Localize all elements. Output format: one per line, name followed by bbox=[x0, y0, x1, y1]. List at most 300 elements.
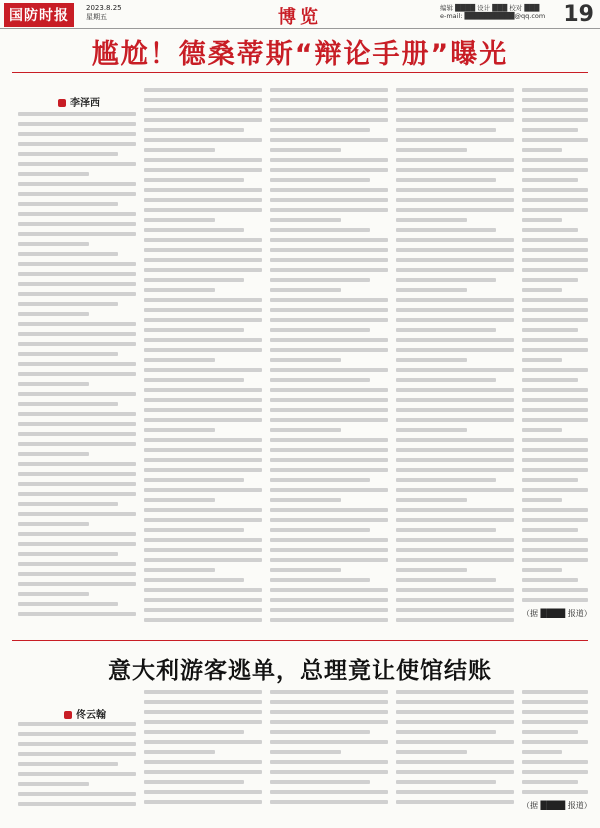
body-text-line bbox=[522, 408, 588, 412]
body-text-line bbox=[144, 558, 262, 562]
body-text-line bbox=[18, 402, 118, 406]
body-text-line bbox=[396, 690, 514, 694]
body-text-line bbox=[144, 468, 262, 472]
body-text-line bbox=[18, 722, 136, 726]
body-text-line bbox=[522, 108, 588, 112]
body-text-line bbox=[522, 720, 588, 724]
body-text-line bbox=[522, 358, 562, 362]
body-text-line bbox=[144, 98, 262, 102]
body-text-line bbox=[396, 700, 514, 704]
body-text-line bbox=[270, 288, 341, 292]
body-text-line bbox=[144, 318, 262, 322]
body-text-line bbox=[18, 292, 136, 296]
body-text-line bbox=[396, 568, 467, 572]
body-text-line bbox=[270, 468, 388, 472]
body-text-line bbox=[396, 488, 514, 492]
body-text-line bbox=[396, 298, 514, 302]
body-text-line bbox=[270, 268, 388, 272]
body-text-line bbox=[270, 518, 388, 522]
body-text-line bbox=[270, 488, 388, 492]
body-text-line bbox=[270, 398, 388, 402]
body-text-line bbox=[396, 288, 467, 292]
body-text-line bbox=[144, 328, 244, 332]
body-text-line bbox=[144, 228, 244, 232]
body-text-line bbox=[18, 232, 136, 236]
body-text-line bbox=[144, 258, 262, 262]
body-text-line bbox=[396, 398, 514, 402]
article1-headline: 尴尬！德桑蒂斯“辩论手册”曝光 bbox=[91, 39, 509, 70]
body-text-line bbox=[522, 388, 588, 392]
body-text-line bbox=[144, 148, 215, 152]
body-text-line bbox=[18, 742, 136, 746]
body-text-line bbox=[144, 358, 215, 362]
body-text-line bbox=[522, 268, 588, 272]
body-text-line bbox=[270, 438, 388, 442]
body-text-line bbox=[18, 362, 136, 366]
body-text-line bbox=[522, 298, 588, 302]
body-text-line bbox=[270, 108, 388, 112]
body-text-line bbox=[396, 158, 514, 162]
body-text-line bbox=[18, 602, 118, 606]
article1-credit: （据 ████ 报道） bbox=[522, 609, 592, 618]
body-text-line bbox=[18, 532, 136, 536]
body-text-line bbox=[522, 318, 588, 322]
article2-column-4 bbox=[396, 690, 514, 818]
body-text-line bbox=[270, 368, 388, 372]
body-text-line bbox=[144, 168, 262, 172]
body-text-line bbox=[144, 710, 262, 714]
body-text-line bbox=[144, 800, 262, 804]
body-text-line bbox=[396, 338, 514, 342]
body-text-line bbox=[522, 378, 578, 382]
body-text-line bbox=[522, 558, 588, 562]
body-text-line bbox=[270, 448, 388, 452]
body-text-line bbox=[18, 272, 136, 276]
body-text-line bbox=[522, 448, 588, 452]
body-text-line bbox=[270, 248, 388, 252]
body-text-line bbox=[18, 782, 89, 786]
body-text-line bbox=[144, 308, 262, 312]
body-text-line bbox=[270, 418, 388, 422]
issue-date-line-1: 2023.8.25 bbox=[86, 4, 122, 12]
body-text-line bbox=[18, 282, 136, 286]
body-text-line bbox=[18, 312, 89, 316]
body-text-line bbox=[396, 378, 496, 382]
body-text-line bbox=[396, 98, 514, 102]
body-text-line bbox=[270, 388, 388, 392]
body-text-line bbox=[270, 258, 388, 262]
body-text-line bbox=[144, 538, 262, 542]
body-text-line bbox=[18, 462, 136, 466]
newspaper-logo: 国防时报 bbox=[4, 3, 74, 27]
body-text-line bbox=[522, 118, 588, 122]
body-text-line bbox=[522, 508, 588, 512]
body-text-line bbox=[144, 478, 244, 482]
body-text-line bbox=[18, 762, 118, 766]
body-text-line bbox=[396, 468, 514, 472]
body-text-line bbox=[396, 588, 514, 592]
body-text-line bbox=[396, 188, 514, 192]
body-text-line bbox=[270, 358, 341, 362]
body-text-line bbox=[18, 382, 89, 386]
body-text-line bbox=[18, 802, 136, 806]
body-text-line bbox=[522, 288, 562, 292]
body-text-line bbox=[144, 248, 262, 252]
body-text-line bbox=[144, 298, 262, 302]
body-text-line bbox=[144, 338, 262, 342]
body-text-line bbox=[270, 548, 388, 552]
body-text-line bbox=[270, 98, 388, 102]
body-text-line bbox=[396, 118, 514, 122]
body-text-line bbox=[396, 618, 514, 622]
body-text-line bbox=[144, 578, 244, 582]
body-text-line bbox=[144, 238, 262, 242]
body-text-line bbox=[144, 458, 262, 462]
body-text-line bbox=[522, 528, 578, 532]
body-text-line bbox=[144, 750, 215, 754]
body-text-line bbox=[144, 348, 262, 352]
body-text-line bbox=[522, 428, 562, 432]
body-text-line bbox=[270, 780, 370, 784]
body-text-line bbox=[18, 572, 136, 576]
body-text-line bbox=[270, 740, 388, 744]
body-text-line bbox=[18, 132, 136, 136]
body-text-line bbox=[396, 238, 514, 242]
body-text-line bbox=[144, 108, 262, 112]
body-text-line bbox=[18, 352, 118, 356]
body-text-line bbox=[144, 158, 262, 162]
body-text-line bbox=[270, 588, 388, 592]
body-text-line bbox=[396, 138, 514, 142]
body-text-line bbox=[270, 618, 388, 622]
body-text-line bbox=[522, 368, 588, 372]
body-text-line bbox=[144, 690, 262, 694]
body-text-line bbox=[144, 488, 262, 492]
body-text-line bbox=[270, 158, 388, 162]
body-text-line bbox=[18, 392, 136, 396]
body-text-line bbox=[144, 178, 244, 182]
body-text-line bbox=[270, 750, 341, 754]
body-text-line bbox=[396, 608, 514, 612]
body-text-line bbox=[522, 338, 588, 342]
body-text-line bbox=[18, 202, 118, 206]
body-text-line bbox=[18, 262, 136, 266]
body-text-line bbox=[270, 700, 388, 704]
body-text-line bbox=[396, 498, 467, 502]
body-text-line bbox=[522, 248, 588, 252]
body-text-line bbox=[522, 468, 588, 472]
body-text-line bbox=[144, 528, 244, 532]
body-text-line bbox=[522, 198, 588, 202]
article2-column-3 bbox=[270, 690, 388, 818]
body-text-line bbox=[396, 740, 514, 744]
body-text-line bbox=[18, 322, 136, 326]
body-text-line bbox=[18, 432, 136, 436]
body-text-line bbox=[522, 158, 588, 162]
body-text-line bbox=[396, 408, 514, 412]
body-text-line bbox=[144, 790, 262, 794]
body-text-line bbox=[18, 612, 136, 616]
body-text-line bbox=[396, 790, 514, 794]
body-text-line bbox=[270, 478, 370, 482]
body-text-line bbox=[270, 608, 388, 612]
body-text-line bbox=[396, 278, 496, 282]
section-title: 博览 bbox=[278, 7, 322, 28]
body-text-line bbox=[522, 208, 588, 212]
article2-author: 佟云翰 bbox=[76, 710, 106, 721]
body-text-line bbox=[522, 730, 578, 734]
body-text-line bbox=[522, 578, 578, 582]
body-text-line bbox=[18, 492, 136, 496]
body-text-line bbox=[522, 218, 562, 222]
body-text-line bbox=[270, 760, 388, 764]
body-text-line bbox=[522, 238, 588, 242]
body-text-line bbox=[270, 538, 388, 542]
body-text-line bbox=[144, 548, 262, 552]
page-number: 19 bbox=[563, 2, 594, 27]
article1-column-5 bbox=[522, 88, 592, 632]
body-text-line bbox=[144, 268, 262, 272]
body-text-line bbox=[396, 438, 514, 442]
body-text-line bbox=[522, 740, 588, 744]
body-text-line bbox=[396, 548, 514, 552]
editor-meta bbox=[440, 4, 575, 20]
article1-column-4 bbox=[396, 88, 514, 632]
body-text-line bbox=[144, 588, 262, 592]
editor-meta-line-1: 编辑 ████ 设计 ███ 校对 ███ bbox=[440, 4, 540, 12]
body-text-line bbox=[144, 398, 262, 402]
body-text-line bbox=[18, 332, 136, 336]
body-text-line bbox=[270, 198, 388, 202]
body-text-line bbox=[522, 710, 588, 714]
body-text-line bbox=[144, 188, 262, 192]
body-text-line bbox=[144, 438, 262, 442]
body-text-line bbox=[270, 298, 388, 302]
body-text-line bbox=[396, 578, 496, 582]
body-text-line bbox=[396, 218, 467, 222]
body-text-line bbox=[396, 538, 514, 542]
body-text-line bbox=[144, 700, 262, 704]
body-text-line bbox=[144, 138, 262, 142]
body-text-line bbox=[396, 198, 514, 202]
body-text-line bbox=[18, 302, 118, 306]
body-text-line bbox=[144, 128, 244, 132]
issue-date-line-2: 星期五 bbox=[86, 13, 107, 21]
body-text-line bbox=[270, 378, 370, 382]
body-text-line bbox=[270, 720, 388, 724]
body-text-line bbox=[18, 452, 89, 456]
article1-column-3 bbox=[270, 88, 388, 632]
body-text-line bbox=[270, 328, 370, 332]
body-text-line bbox=[270, 428, 341, 432]
body-text-line bbox=[270, 458, 388, 462]
editor-meta-line-2: e-mail: ██████████@qq.com bbox=[440, 12, 546, 20]
body-text-line bbox=[18, 172, 89, 176]
body-text-line bbox=[18, 502, 118, 506]
body-text-line bbox=[144, 740, 262, 744]
byline-marker-icon bbox=[64, 711, 72, 719]
body-text-line bbox=[270, 408, 388, 412]
body-text-line bbox=[396, 308, 514, 312]
article2-column-2 bbox=[144, 690, 262, 818]
body-text-line bbox=[270, 528, 370, 532]
body-text-line bbox=[522, 168, 588, 172]
body-text-line bbox=[18, 552, 118, 556]
body-text-line bbox=[522, 228, 578, 232]
body-text-line bbox=[270, 238, 388, 242]
body-text-line bbox=[144, 198, 262, 202]
body-text-line bbox=[18, 212, 136, 216]
body-text-line bbox=[270, 508, 388, 512]
body-text-line bbox=[522, 258, 588, 262]
body-text-line bbox=[270, 800, 388, 804]
article2-column-1 bbox=[18, 722, 136, 818]
body-text-line bbox=[270, 318, 388, 322]
body-text-line bbox=[522, 488, 588, 492]
body-text-line bbox=[270, 88, 388, 92]
body-text-line bbox=[396, 328, 496, 332]
body-text-line bbox=[396, 148, 467, 152]
body-text-line bbox=[522, 538, 588, 542]
body-text-line bbox=[144, 218, 215, 222]
body-text-line bbox=[144, 368, 262, 372]
body-text-line bbox=[18, 182, 136, 186]
body-text-line bbox=[18, 192, 136, 196]
body-text-line bbox=[144, 288, 215, 292]
body-text-line bbox=[396, 478, 496, 482]
body-text-line bbox=[270, 208, 388, 212]
body-text-line bbox=[522, 148, 562, 152]
body-text-line bbox=[18, 342, 136, 346]
article1-byline bbox=[58, 94, 100, 109]
body-text-line bbox=[18, 112, 136, 116]
body-text-line bbox=[396, 518, 514, 522]
body-text-line bbox=[522, 308, 588, 312]
body-text-line bbox=[270, 498, 341, 502]
body-text-line bbox=[522, 760, 588, 764]
body-text-line bbox=[270, 338, 388, 342]
body-text-line bbox=[18, 522, 89, 526]
body-text-line bbox=[18, 162, 136, 166]
body-text-line bbox=[18, 242, 89, 246]
body-text-line bbox=[396, 710, 514, 714]
body-text-line bbox=[522, 518, 588, 522]
body-text-line bbox=[522, 458, 588, 462]
body-text-line bbox=[270, 278, 370, 282]
body-text-line bbox=[270, 578, 370, 582]
body-text-line bbox=[270, 228, 370, 232]
body-text-line bbox=[522, 328, 578, 332]
body-text-line bbox=[18, 372, 136, 376]
body-text-line bbox=[144, 118, 262, 122]
body-text-line bbox=[396, 88, 514, 92]
article-divider bbox=[12, 640, 588, 641]
body-text-line bbox=[522, 548, 588, 552]
body-text-line bbox=[18, 122, 136, 126]
body-text-line bbox=[270, 690, 388, 694]
body-text-line bbox=[270, 710, 388, 714]
body-text-line bbox=[522, 568, 562, 572]
article2-byline bbox=[64, 706, 106, 721]
body-text-line bbox=[18, 252, 118, 256]
body-text-line bbox=[18, 222, 136, 226]
body-text-line bbox=[522, 178, 578, 182]
body-text-line bbox=[270, 218, 341, 222]
body-text-line bbox=[396, 168, 514, 172]
body-text-line bbox=[396, 128, 496, 132]
body-text-line bbox=[522, 498, 562, 502]
body-text-line bbox=[270, 770, 388, 774]
body-text-line bbox=[144, 568, 215, 572]
body-text-line bbox=[396, 448, 514, 452]
body-text-line bbox=[270, 168, 388, 172]
body-text-line bbox=[396, 178, 496, 182]
body-text-line bbox=[396, 108, 514, 112]
body-text-line bbox=[18, 732, 136, 736]
body-text-line bbox=[396, 760, 514, 764]
byline-marker-icon bbox=[58, 99, 66, 107]
body-text-line bbox=[270, 178, 370, 182]
article2-credit: （据 ████ 报道） bbox=[522, 801, 592, 810]
body-text-line bbox=[522, 418, 588, 422]
body-text-line bbox=[18, 542, 136, 546]
body-text-line bbox=[522, 588, 588, 592]
body-text-line bbox=[270, 558, 388, 562]
body-text-line bbox=[522, 780, 578, 784]
body-text-line bbox=[396, 258, 514, 262]
body-text-line bbox=[396, 528, 496, 532]
body-text-line bbox=[270, 308, 388, 312]
body-text-line bbox=[396, 428, 467, 432]
body-text-line bbox=[522, 478, 578, 482]
body-text-line bbox=[144, 760, 262, 764]
body-text-line bbox=[396, 318, 514, 322]
body-text-line bbox=[144, 598, 262, 602]
body-text-line bbox=[522, 88, 588, 92]
body-text-line bbox=[18, 792, 136, 796]
body-text-line bbox=[522, 348, 588, 352]
body-text-line bbox=[18, 772, 136, 776]
body-text-line bbox=[18, 752, 136, 756]
body-text-line bbox=[396, 228, 496, 232]
body-text-line bbox=[270, 138, 388, 142]
body-text-line bbox=[522, 690, 588, 694]
body-text-line bbox=[396, 268, 514, 272]
body-text-line bbox=[18, 592, 89, 596]
body-text-line bbox=[144, 388, 262, 392]
body-text-line bbox=[396, 388, 514, 392]
body-text-line bbox=[144, 730, 244, 734]
body-text-line bbox=[18, 472, 136, 476]
body-text-line bbox=[396, 208, 514, 212]
article1-author: 李泽西 bbox=[70, 98, 100, 109]
body-text-line bbox=[270, 348, 388, 352]
body-text-line bbox=[396, 248, 514, 252]
body-text-line bbox=[396, 800, 514, 804]
body-text-line bbox=[18, 482, 136, 486]
article2-column-5 bbox=[522, 690, 592, 818]
body-text-line bbox=[522, 98, 588, 102]
body-text-line bbox=[396, 348, 514, 352]
body-text-line bbox=[270, 118, 388, 122]
article1-column-1 bbox=[18, 112, 136, 632]
body-text-line bbox=[18, 442, 136, 446]
body-text-line bbox=[144, 88, 262, 92]
body-text-line bbox=[144, 518, 262, 522]
body-text-line bbox=[144, 618, 262, 622]
masthead bbox=[0, 0, 600, 29]
body-text-line bbox=[144, 608, 262, 612]
